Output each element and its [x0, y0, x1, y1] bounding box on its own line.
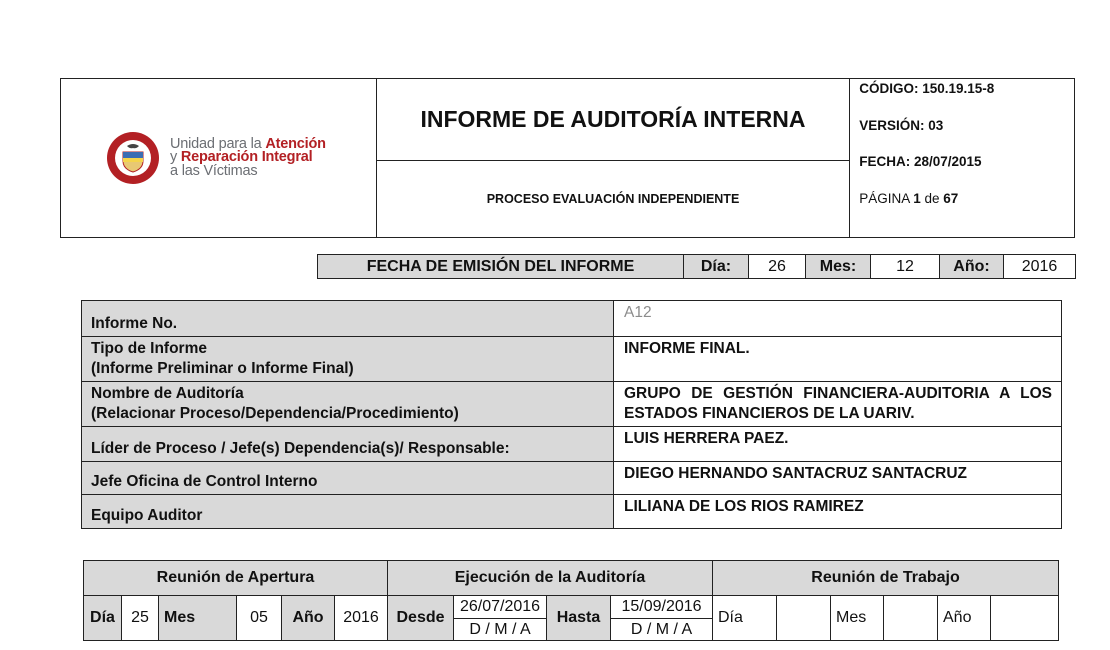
- row-value: LUIS HERRERA PAEZ.: [614, 427, 1062, 462]
- from-label: Desde: [388, 596, 454, 641]
- from-date-value: 26/07/2016: [454, 596, 546, 619]
- row-label: Nombre de Auditoría (Relacionar Proceso/Dependencia/Procedimiento): [82, 382, 614, 427]
- table-row: [84, 561, 1059, 596]
- month-label: Mes: [159, 596, 237, 641]
- organization-logo: [62, 131, 375, 185]
- row-label: Tipo de Informe (Informe Preliminar o Informe Final): [82, 337, 614, 382]
- to-date: [611, 596, 713, 641]
- table-row: [82, 495, 1062, 529]
- month-value: 05: [237, 596, 282, 641]
- to-date-value: 15/09/2016: [611, 596, 712, 619]
- colombia-seal-icon: [106, 131, 160, 185]
- table-row: [82, 427, 1062, 462]
- work-day-label: Día: [713, 596, 777, 641]
- row-value: A12: [614, 301, 1062, 337]
- day-value: 26: [749, 255, 806, 279]
- work-day-value: [777, 596, 831, 641]
- process-name: PROCESO EVALUACIÓN INDEPENDIENTE: [376, 161, 849, 238]
- table-row: [82, 301, 1062, 337]
- logo-cell: [61, 79, 377, 238]
- opening-meeting-header: Reunión de Apertura: [84, 561, 388, 596]
- org-name-part: a las Víctimas: [170, 162, 258, 179]
- document-date: FECHA: 28/07/2015: [859, 154, 982, 169]
- row-label: Informe No.: [82, 301, 614, 337]
- to-label: Hasta: [547, 596, 611, 641]
- table-row: [84, 596, 1059, 641]
- work-year-value: [991, 596, 1059, 641]
- document-code: CÓDIGO: 150.19.15-8: [859, 81, 995, 96]
- document-header: [60, 78, 1075, 238]
- from-date: [454, 596, 547, 641]
- row-value: GRUPO DE GESTIÓN FINANCIERA-AUDITORIA A LOS ESTADOS FINANCIEROS DE LA UARIV.: [614, 382, 1062, 427]
- report-info-table: [81, 300, 1062, 529]
- row-label: Jefe Oficina de Control Interno: [82, 462, 614, 495]
- document-version: VERSIÓN: 03: [859, 117, 944, 133]
- month-value: 12: [871, 255, 940, 279]
- document-metadata: [850, 79, 1075, 238]
- row-value: INFORME FINAL.: [614, 337, 1062, 382]
- table-row: [82, 337, 1062, 382]
- work-month-label: Mes: [831, 596, 884, 641]
- page-number: PÁGINA 1 de 67: [859, 190, 959, 206]
- org-name-part: Reparación Integral: [180, 149, 313, 166]
- org-name-part: y: [170, 149, 181, 166]
- year-value: 2016: [1004, 255, 1076, 279]
- day-label: Día: [84, 596, 122, 641]
- emission-date-table: [317, 254, 1076, 279]
- audit-execution-header: Ejecución de la Auditoría: [388, 561, 713, 596]
- document-title: INFORME DE AUDITORÍA INTERNA: [376, 79, 849, 161]
- table-row: [82, 382, 1062, 427]
- row-label: Equipo Auditor: [82, 495, 614, 529]
- work-year-label: Año: [938, 596, 991, 641]
- meetings-table: [83, 560, 1059, 641]
- year-label: Año:: [940, 255, 1004, 279]
- work-month-value: [884, 596, 938, 641]
- date-format-hint: D / M / A: [630, 621, 693, 638]
- org-name-part: Unidad para la: [170, 135, 266, 152]
- date-format-hint: D / M / A: [469, 621, 531, 638]
- year-label: Año: [282, 596, 335, 641]
- org-name-part: Atención: [265, 135, 326, 152]
- row-label: Líder de Proceso / Jefe(s) Dependencia(s)/ Responsable:: [82, 427, 614, 462]
- month-label: Mes:: [806, 255, 871, 279]
- work-meeting-header: Reunión de Trabajo: [713, 561, 1059, 596]
- year-value: 2016: [335, 596, 388, 641]
- row-value: DIEGO HERNANDO SANTACRUZ SANTACRUZ: [614, 462, 1062, 495]
- day-label: Día:: [684, 255, 749, 279]
- table-row: [82, 462, 1062, 495]
- row-value: LILIANA DE LOS RIOS RAMIREZ: [614, 495, 1062, 529]
- day-value: 25: [122, 596, 159, 641]
- emission-date-label: FECHA DE EMISIÓN DEL INFORME: [318, 255, 684, 279]
